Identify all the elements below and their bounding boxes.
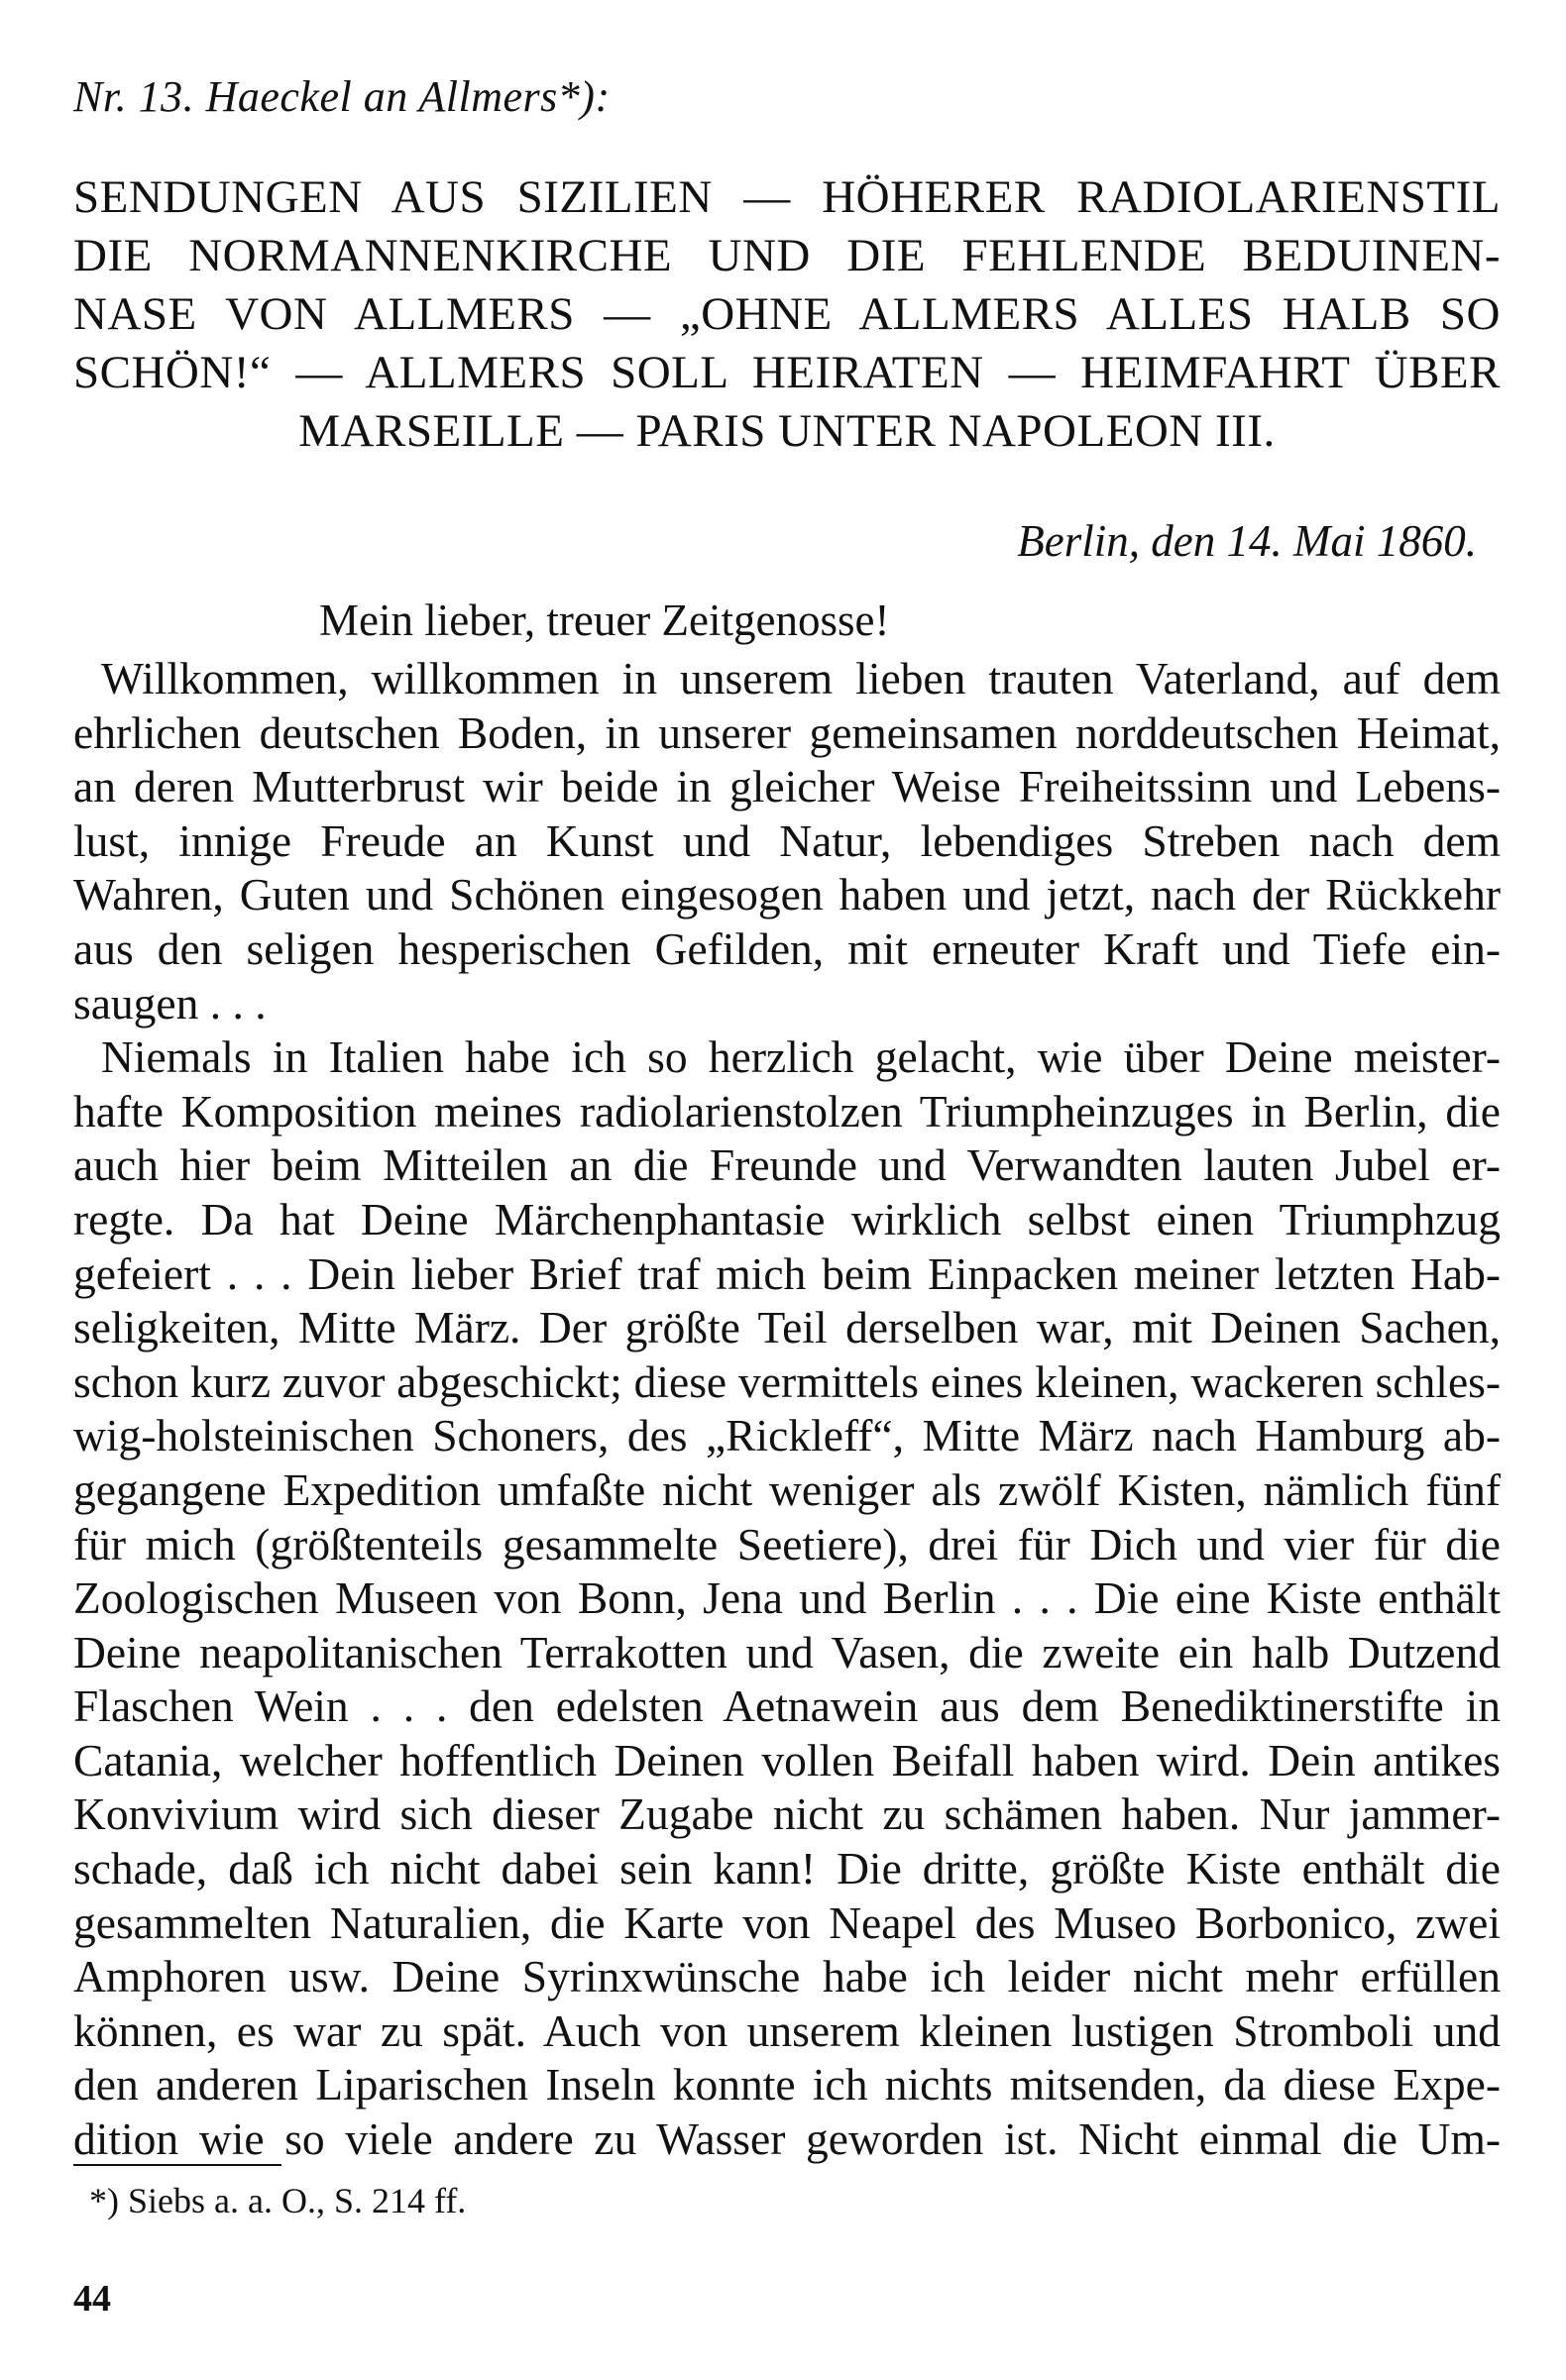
body-line: gegangene Expedition umfaßte nicht weniger als zwölf Kisten, nämlich fünf: [73, 1463, 1501, 1515]
letter-body: [73, 652, 1501, 2167]
body-line: Willkommen, willkommen in unserem lieben trauten Vaterland, auf dem: [101, 653, 1501, 703]
body-line: Amphoren usw. Deine Syrinxwünsche habe ich leider nicht mehr erfüllen: [73, 1951, 1501, 2002]
summary-line: NASE VON ALLMERS — „OHNE ALLMERS ALLES HALB SO: [73, 288, 1501, 340]
page-number: 44: [73, 2278, 111, 2320]
body-line: wig-holsteinischen Schoners, des „Rickleff“, Mitte März nach Hamburg ab-: [73, 1410, 1501, 1461]
body-line: aus den seligen hesperischen Gefilden, mit erneuter Kraft und Tiefe ein-: [73, 922, 1501, 974]
summary-line: SENDUNGEN AUS SIZILIEN — HÖHERER RADIOLARIENSTIL: [73, 171, 1501, 223]
body-line: ehrlichen deutschen Boden, in unserer gemeinsamen norddeutschen Heimat,: [73, 706, 1501, 758]
body-line: Deine neapolitanischen Terrakotten und Vasen, die zweite ein halb Dutzend: [73, 1626, 1501, 1677]
summary-line: MARSEILLE — PARIS UNTER NAPOLEON III.: [298, 405, 1276, 457]
letter-summary: [73, 168, 1501, 461]
summary-line: DIE NORMANNENKIRCHE UND DIE FEHLENDE BEDUINEN-: [73, 230, 1501, 281]
body-line: den anderen Liparischen Inseln konnte ich nichts mitsenden, da diese Expe-: [73, 2059, 1501, 2110]
salutation: Mein lieber, treuer Zeitgenosse!: [319, 595, 890, 645]
letter-header: Nr. 13. Haeckel an Allmers*):: [73, 72, 611, 121]
footnote: *) Siebs a. a. O., S. 214 ff.: [89, 2181, 467, 2220]
body-line: regte. Da hat Deine Märchenphantasie wirklich selbst einen Triumphzug: [73, 1193, 1501, 1244]
body-line: saugen . . .: [73, 977, 267, 1028]
body-line: lust, innige Freude an Kunst und Natur, lebendiges Streben nach dem: [73, 814, 1501, 866]
body-line: auch hier beim Mitteilen an die Freunde und Verwandten lauten Jubel er-: [73, 1139, 1501, 1191]
body-line: Konvivium wird sich dieser Zugabe nicht zu schämen haben. Nur jammer-: [73, 1788, 1501, 1840]
body-line: Zoologischen Museen von Bonn, Jena und Berlin . . . Die eine Kiste enthält: [73, 1572, 1501, 1624]
summary-line: SCHÖN!“ — ALLMERS SOLL HEIRATEN — HEIMFAHRT ÜBER: [73, 347, 1501, 398]
footnote-divider: [73, 2164, 281, 2166]
body-line: Flaschen Wein . . . den edelsten Aetnawein aus dem Benediktinerstifte in: [73, 1680, 1501, 1732]
body-line: für mich (größtenteils gesammelte Seetiere), drei für Dich und vier für die: [73, 1518, 1501, 1569]
body-line: hafte Komposition meines radiolarienstolzen Triumpheinzuges in Berlin, die: [73, 1085, 1501, 1136]
body-line: schade, daß ich nicht dabei sein kann! Die dritte, größte Kiste enthält die: [73, 1843, 1501, 1894]
body-line: gesammelten Naturalien, die Karte von Neapel des Museo Borbonico, zwei: [73, 1896, 1501, 1948]
dateline: Berlin, den 14. Mai 1860.: [1017, 516, 1477, 566]
body-line: dition wie so viele andere zu Wasser geworden ist. Nicht einmal die Um-: [73, 2113, 1501, 2165]
body-line: Catania, welcher hoffentlich Deinen vollen Beifall haben wird. Dein antikes: [73, 1734, 1501, 1785]
body-line: Niemals in Italien habe ich so herzlich gelacht, wie über Deine meister-: [101, 1031, 1501, 1083]
body-line: gefeiert . . . Dein lieber Brief traf mich beim Einpacken meiner letzten Hab-: [73, 1247, 1501, 1299]
body-line: Wahren, Guten und Schönen eingesogen haben und jetzt, nach der Rückkehr: [73, 869, 1501, 920]
body-line: schon kurz zuvor abgeschickt; diese vermittels eines kleinen, wackeren schles-: [73, 1355, 1501, 1407]
body-line: können, es war zu spät. Auch von unserem kleinen lustigen Stromboli und: [73, 2004, 1501, 2056]
body-line: seligkeiten, Mitte März. Der größte Teil derselben war, mit Deinen Sachen,: [73, 1302, 1501, 1353]
body-line: an deren Mutterbrust wir beide in gleicher Weise Freiheitssinn und Lebens-: [73, 761, 1501, 812]
